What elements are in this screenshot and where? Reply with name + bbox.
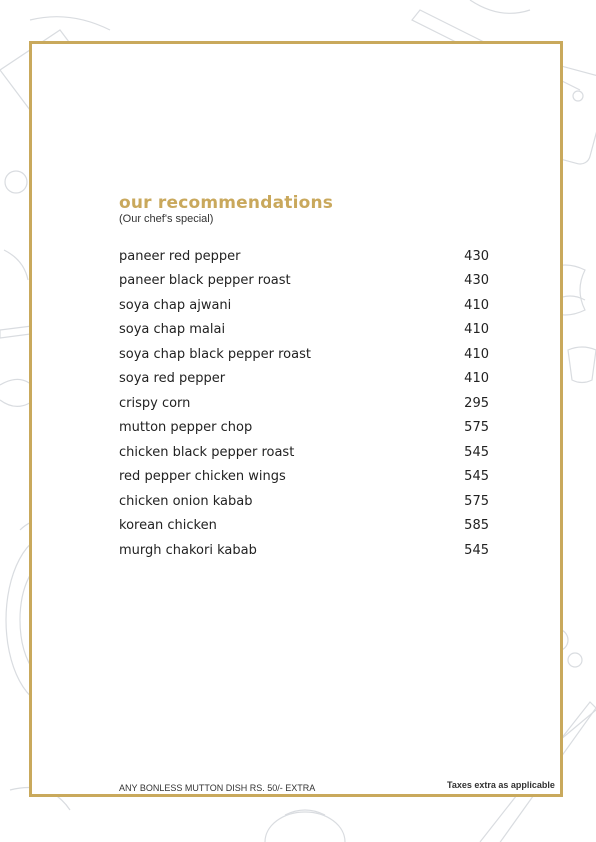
item-name: paneer red pepper (119, 248, 241, 264)
item-name: mutton pepper chop (119, 420, 253, 436)
menu-item (119, 342, 489, 367)
item-name: red pepper chicken wings (119, 469, 286, 485)
item-price: 575 (464, 493, 489, 509)
page-subtitle: (Our chef's special) (119, 213, 214, 225)
item-price: 430 (464, 248, 489, 264)
item-price: 295 (464, 395, 489, 411)
item-name: korean chicken (119, 518, 217, 534)
item-name: paneer black pepper roast (119, 273, 291, 289)
item-price: 545 (464, 542, 489, 558)
item-price: 585 (464, 518, 489, 534)
menu-item (119, 489, 489, 514)
menu-item (119, 391, 489, 416)
menu-item (119, 269, 489, 294)
mutton-surcharge-note: ANY BONLESS MUTTON DISH RS. 50/- EXTRA (119, 783, 316, 793)
item-name: soya chap black pepper roast (119, 346, 311, 362)
menu-item (119, 416, 489, 441)
item-price: 545 (464, 444, 489, 460)
item-name: soya chap ajwani (119, 297, 232, 313)
item-name: crispy corn (119, 395, 191, 411)
menu-item (119, 318, 489, 343)
menu-item (119, 244, 489, 269)
menu-item (119, 465, 489, 490)
item-name: soya chap malai (119, 322, 226, 338)
menu-item (119, 538, 489, 563)
item-name: chicken onion kabab (119, 493, 253, 509)
menu-list (119, 244, 489, 563)
item-price: 575 (464, 420, 489, 436)
item-price: 410 (464, 297, 489, 313)
tomato-icon (265, 810, 345, 842)
item-name: murgh chakori kabab (119, 542, 257, 558)
item-price: 545 (464, 469, 489, 485)
taxes-note: Taxes extra as applicable (447, 780, 555, 790)
item-price: 410 (464, 346, 489, 362)
item-name: soya red pepper (119, 371, 226, 387)
menu-item (119, 514, 489, 539)
menu-item (119, 440, 489, 465)
item-price: 430 (464, 273, 489, 289)
menu-item (119, 293, 489, 318)
page-title: our recommendations (119, 193, 334, 213)
item-name: chicken black pepper roast (119, 444, 295, 460)
item-price: 410 (464, 371, 489, 387)
menu-item (119, 367, 489, 392)
item-price: 410 (464, 322, 489, 338)
